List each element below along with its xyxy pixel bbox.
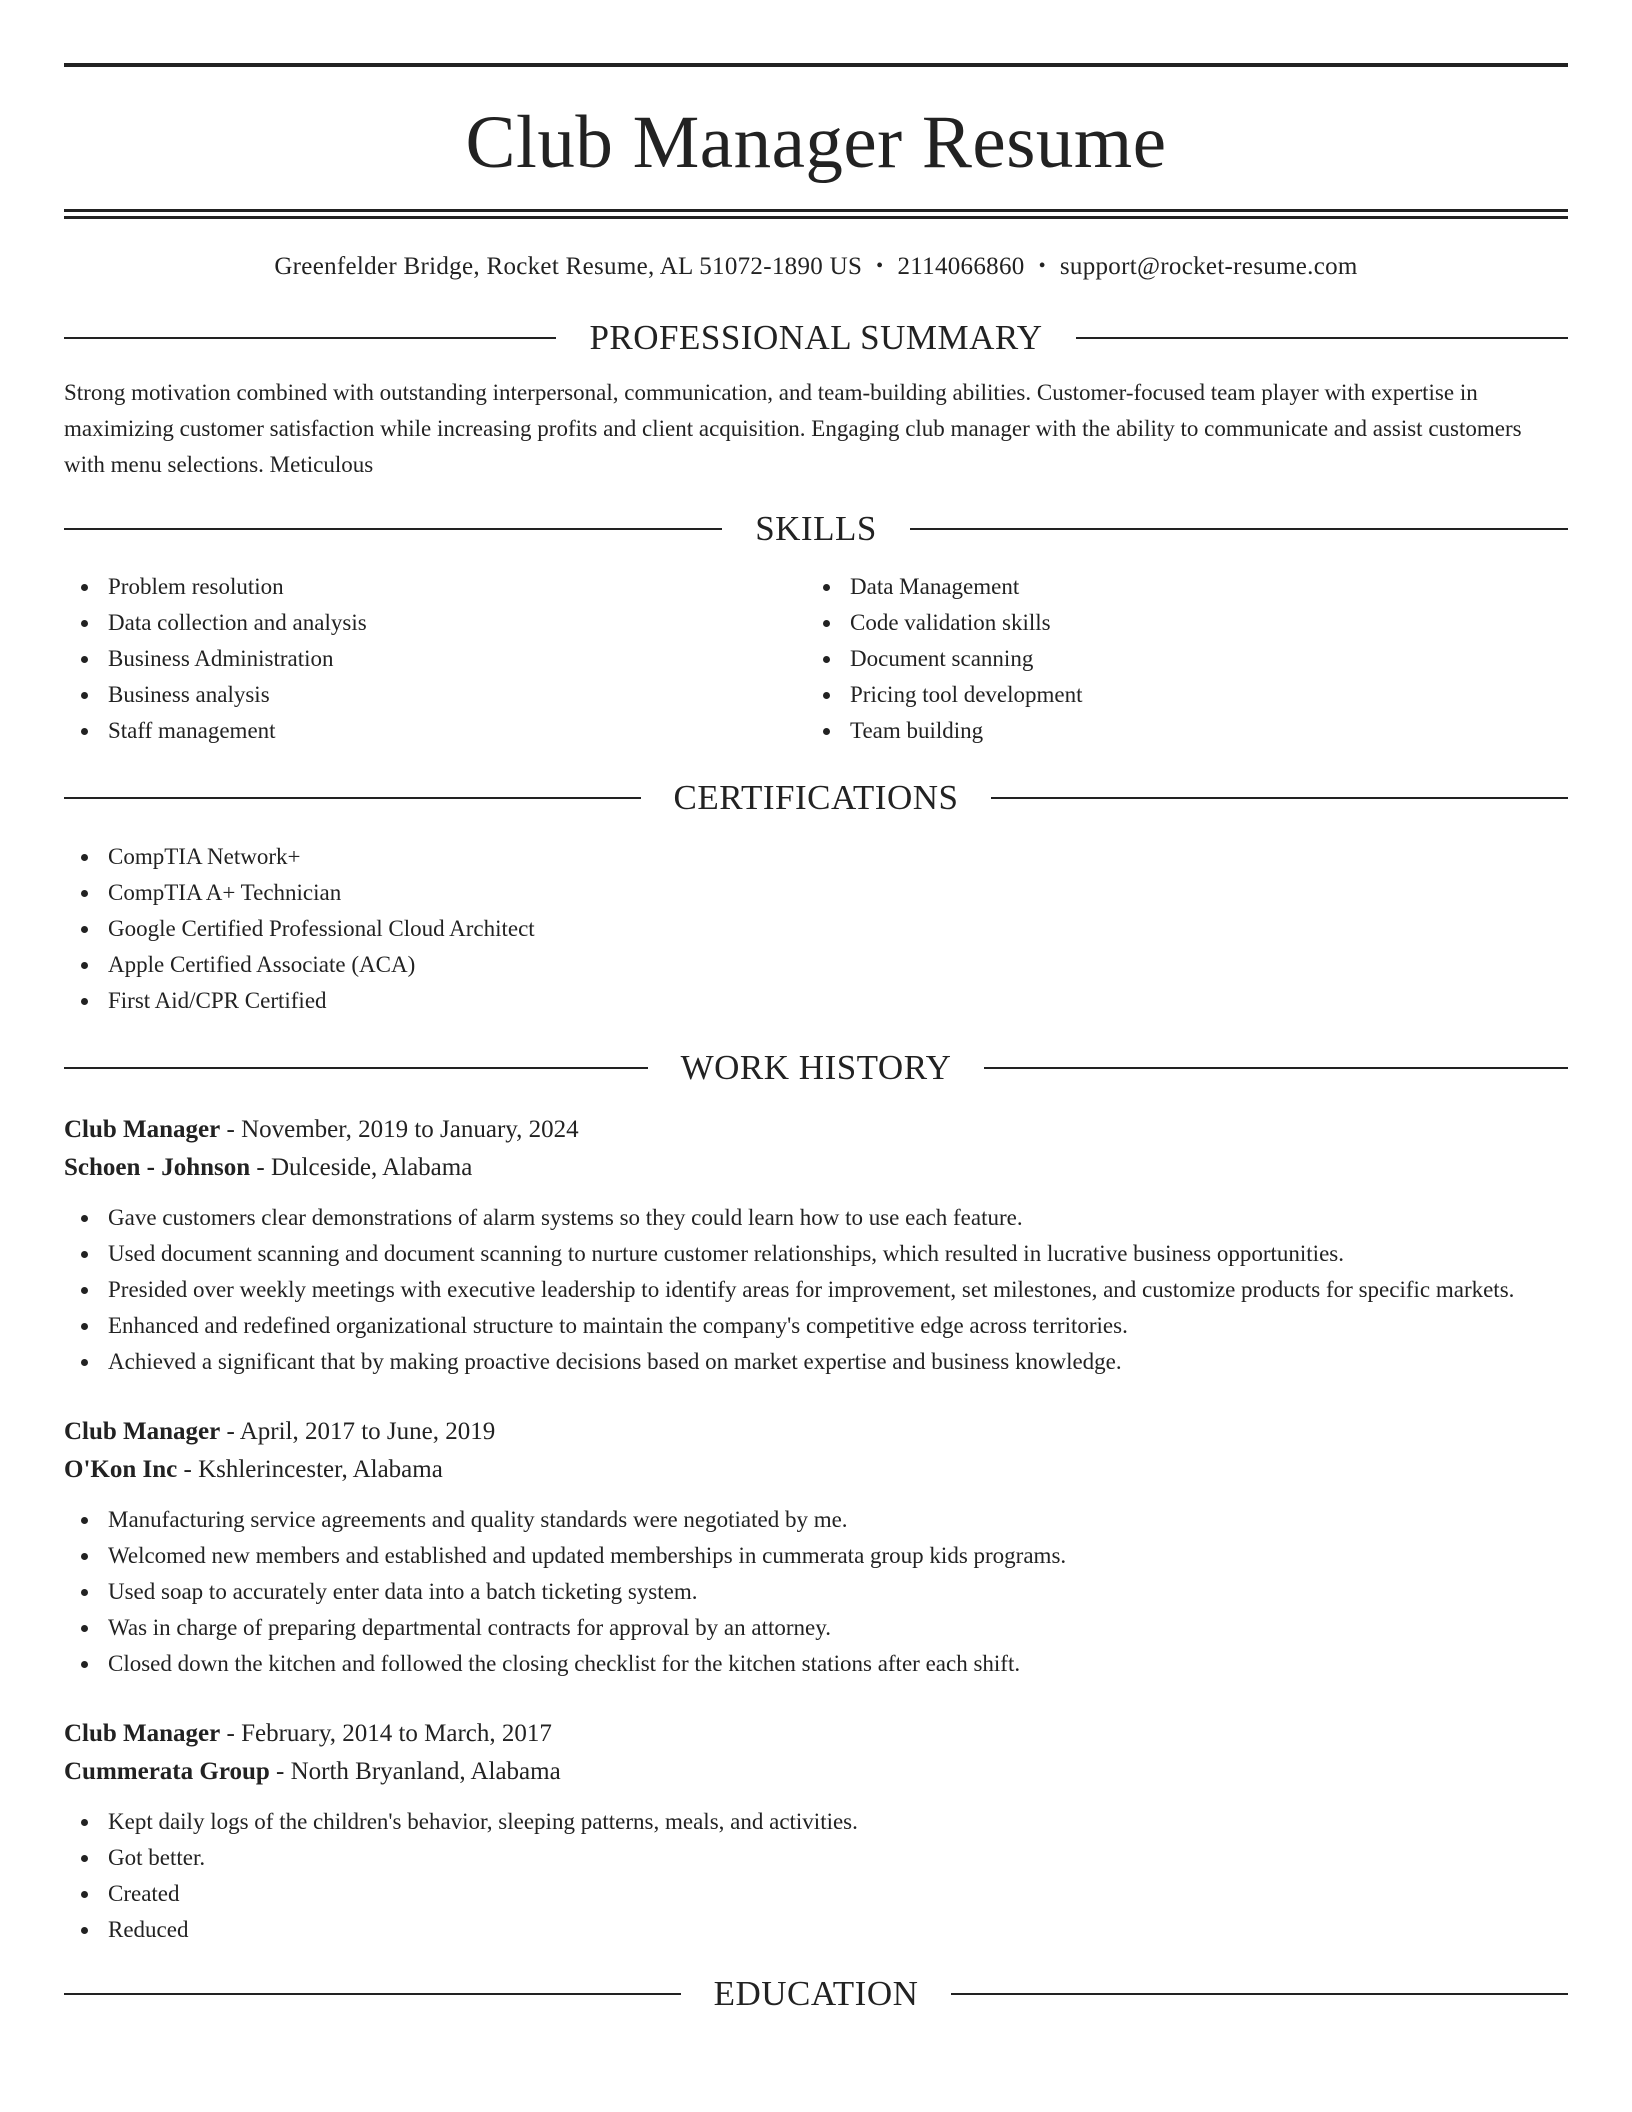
section-heading-work-history (64, 1048, 1568, 1088)
job-title-line: Club Manager - November, 2019 to January, 2024 (64, 1116, 579, 1143)
section-title: CERTIFICATIONS (673, 778, 959, 817)
heading-rule-right (951, 1993, 1568, 1995)
skills-column-right (806, 569, 1548, 749)
job-bullet: Reduced (108, 1912, 1568, 1948)
skill-item: Business analysis (108, 677, 806, 713)
section-title: SKILLS (755, 509, 877, 548)
title-double-rule (64, 209, 1568, 219)
summary-text: Strong motivation combined with outstanding interpersonal, communication, and team-building abilities. Customer-focused team player with expertise in maximizing customer satisfaction while increasing profits and client acquisition. Engaging club manager with the ability to communicate and assist customers with menu selections. Meticulous (64, 380, 1522, 477)
job-role: Club Manager (64, 1720, 221, 1747)
job-bullet-list (64, 1200, 1568, 1380)
skill-item: Team building (850, 713, 1548, 749)
skills-list-right (806, 569, 1548, 749)
job-bullet: Was in charge of preparing departmental contracts for approval by an attorney. (108, 1610, 1568, 1646)
job-bullet: Kept daily logs of the children's behavior, sleeping patterns, meals, and activities. (108, 1804, 1568, 1840)
skills-column-left (64, 569, 806, 749)
job-bullet: Got better. (108, 1840, 1568, 1876)
heading-rule-right (991, 797, 1568, 799)
section-title: EDUCATION (713, 1974, 919, 2013)
job-bullet: Created (108, 1876, 1568, 1912)
section-heading-skills (64, 509, 1568, 549)
job-company: O'Kon Inc (64, 1456, 178, 1483)
contact-separator: • (1038, 255, 1046, 277)
heading-rule-left (64, 1993, 681, 1995)
contact-address: Greenfelder Bridge, Rocket Resume, AL 51072-1890 US (274, 253, 863, 280)
job-bullet: Achieved a significant that by making proactive decisions based on market expertise and business knowledge. (108, 1344, 1568, 1380)
job-dates: February, 2014 to March, 2017 (241, 1720, 552, 1747)
skill-item: Problem resolution (108, 569, 806, 605)
skill-item: Data Management (850, 569, 1548, 605)
job-entry (64, 1715, 1568, 1948)
section-title: WORK HISTORY (680, 1048, 952, 1087)
skill-item: Document scanning (850, 641, 1548, 677)
certification-item: CompTIA Network+ (108, 839, 1568, 875)
section-heading-summary (64, 318, 1568, 358)
contact-line (64, 251, 1568, 284)
job-title-line: Club Manager - February, 2014 to March, 2017 (64, 1720, 552, 1747)
top-rule (64, 63, 1568, 67)
certification-item: Apple Certified Associate (ACA) (108, 947, 1568, 983)
job-bullet: Used document scanning and document scanning to nurture customer relationships, which resulted in lucrative business opportunities. (108, 1236, 1568, 1272)
page-title: Club Manager Resume (465, 101, 1167, 184)
contact-email: support@rocket-resume.com (1059, 253, 1358, 280)
job-company-line: O'Kon Inc - Kshlerincester, Alabama (64, 1456, 443, 1483)
section-title: PROFESSIONAL SUMMARY (589, 318, 1043, 357)
skills-list-left (64, 569, 806, 749)
skill-item: Business Administration (108, 641, 806, 677)
section-heading-certifications (64, 778, 1568, 818)
heading-rule-right (1076, 337, 1568, 339)
certifications-list (64, 839, 1568, 1019)
job-company: Schoen - Johnson (64, 1154, 251, 1181)
job-company: Cummerata Group (64, 1758, 270, 1785)
section-heading-education (64, 1974, 1568, 2014)
contact-phone: 2114066860 (897, 253, 1025, 280)
heading-rule-left (64, 337, 556, 339)
job-title-line: Club Manager - April, 2017 to June, 2019 (64, 1418, 496, 1445)
job-company-line: Cummerata Group - North Bryanland, Alabama (64, 1758, 561, 1785)
job-location: Dulceside, Alabama (271, 1154, 473, 1181)
job-bullet: Enhanced and redefined organizational structure to maintain the company's competitive edge across territories. (108, 1308, 1568, 1344)
job-role: Club Manager (64, 1418, 221, 1445)
job-bullet: Gave customers clear demonstrations of alarm systems so they could learn how to use each feature. (108, 1200, 1568, 1236)
job-dates: April, 2017 to June, 2019 (239, 1418, 496, 1445)
job-entry (64, 1413, 1568, 1682)
heading-rule-right (910, 528, 1568, 530)
heading-rule-right (984, 1067, 1568, 1069)
skills-columns (64, 569, 1568, 749)
job-bullet: Used soap to accurately enter data into a batch ticketing system. (108, 1574, 1568, 1610)
job-role: Club Manager (64, 1116, 221, 1143)
certification-item: First Aid/CPR Certified (108, 983, 1568, 1019)
skill-item: Data collection and analysis (108, 605, 806, 641)
job-dates: November, 2019 to January, 2024 (241, 1116, 579, 1143)
heading-rule-left (64, 797, 641, 799)
certification-item: Google Certified Professional Cloud Architect (108, 911, 1568, 947)
job-bullet: Welcomed new members and established and updated memberships in cummerata group kids programs. (108, 1538, 1568, 1574)
job-bullet-list (64, 1804, 1568, 1948)
job-location: Kshlerincester, Alabama (198, 1456, 443, 1483)
job-location: North Bryanland, Alabama (290, 1758, 561, 1785)
skill-item: Pricing tool development (850, 677, 1548, 713)
contact-separator: • (876, 255, 884, 277)
certification-item: CompTIA A+ Technician (108, 875, 1568, 911)
job-bullet: Presided over weekly meetings with executive leadership to identify areas for improvement, set milestones, and customize products for specific markets. (108, 1272, 1568, 1308)
skill-item: Code validation skills (850, 605, 1548, 641)
heading-rule-left (64, 1067, 648, 1069)
job-company-line: Schoen - Johnson - Dulceside, Alabama (64, 1154, 473, 1181)
resume-page (64, 0, 1568, 2014)
job-bullet: Manufacturing service agreements and quality standards were negotiated by me. (108, 1502, 1568, 1538)
job-bullet: Closed down the kitchen and followed the closing checklist for the kitchen stations after each shift. (108, 1646, 1568, 1682)
heading-rule-left (64, 528, 722, 530)
job-entry (64, 1111, 1568, 1380)
skill-item: Staff management (108, 713, 806, 749)
job-bullet-list (64, 1502, 1568, 1682)
